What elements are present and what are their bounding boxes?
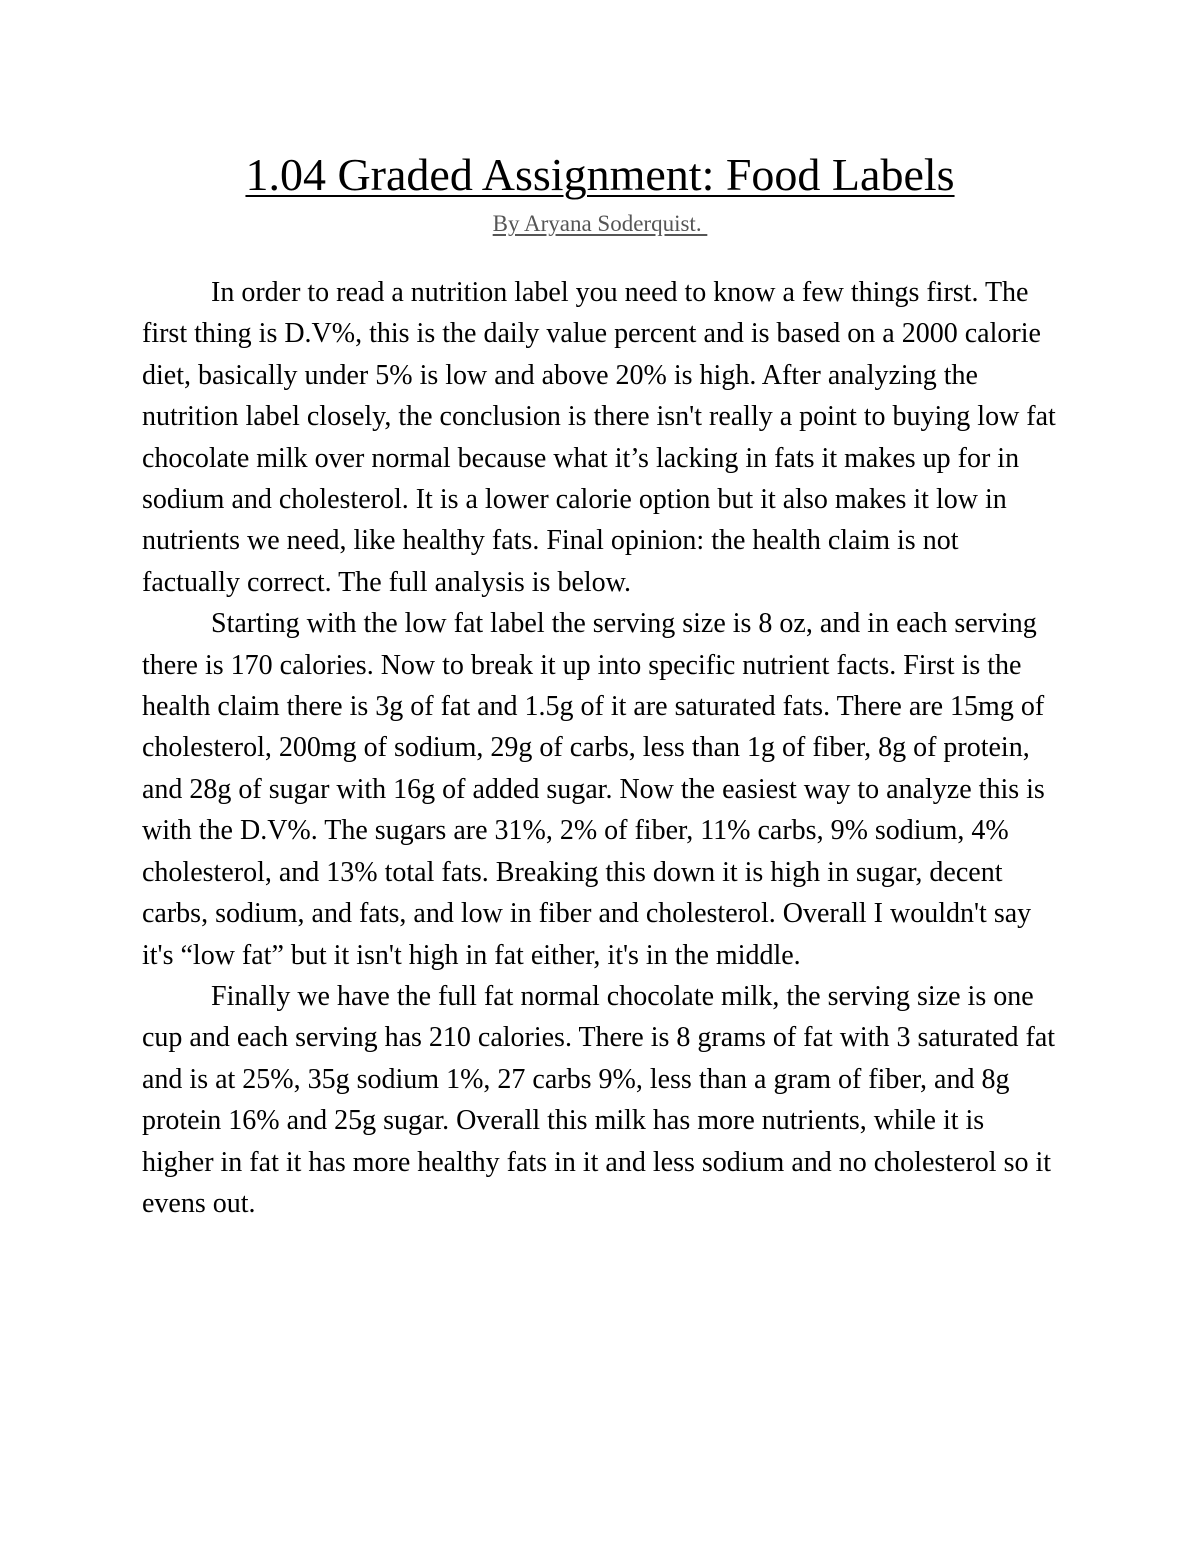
document-body xyxy=(142,272,1062,1224)
document-title: 1.04 Graded Assignment: Food Labels xyxy=(245,149,955,200)
paragraph-low-fat-analysis: Starting with the low fat label the serving size is 8 oz, and in each serving there is 170 calories. Now to break it up into specific nutrient facts. First is the health claim there is 3g of fat and 1.5g of it are saturated fats. There are 15mg of cholesterol, 200mg of sodium, 29g of carbs, less than 1g of fiber, 8g of protein, and 28g of sugar with 16g of added sugar. Now the easiest way to analyze this is with the D.V%. The sugars are 31%, 2% of fiber, 11% carbs, 9% sodium, 4% cholesterol, and 13% total fats. Breaking this down it is high in sugar, decent carbs, sodium, and fats, and low in fiber and cholesterol. Overall I wouldn't say it's “low fat” but it isn't high in fat either, it's in the middle. xyxy=(142,608,1045,971)
paragraph-intro: In order to read a nutrition label you need to know a few things first. The first thing is D.V%, this is the daily value percent and is based on a 2000 calorie diet, basically under 5% is low and above 20% is high. After analyzing the nutrition label closely, the conclusion is there isn't really a point to buying low fat chocolate milk over normal because what it’s lacking in fats it makes up for in sodium and cholesterol. It is a lower calorie option but it also makes it low in nutrients we need, like healthy fats. Final opinion: the health claim is not factually correct. The full analysis is below. xyxy=(142,277,1056,598)
author-byline: By Aryana Soderquist. xyxy=(492,211,708,236)
paragraph-full-fat-analysis: Finally we have the full fat normal chocolate milk, the serving size is one cup and each serving has 210 calories. There is 8 grams of fat with 3 saturated fat and is at 25%, 35g sodium 1%, 27 carbs 9%, less than a gram of fiber, and 8g protein 16% and 25g sugar. Overall this milk has more nutrients, while it is higher in fat it has more healthy fats in it and less sodium and no cholesterol so it evens out. xyxy=(142,980,1056,1219)
